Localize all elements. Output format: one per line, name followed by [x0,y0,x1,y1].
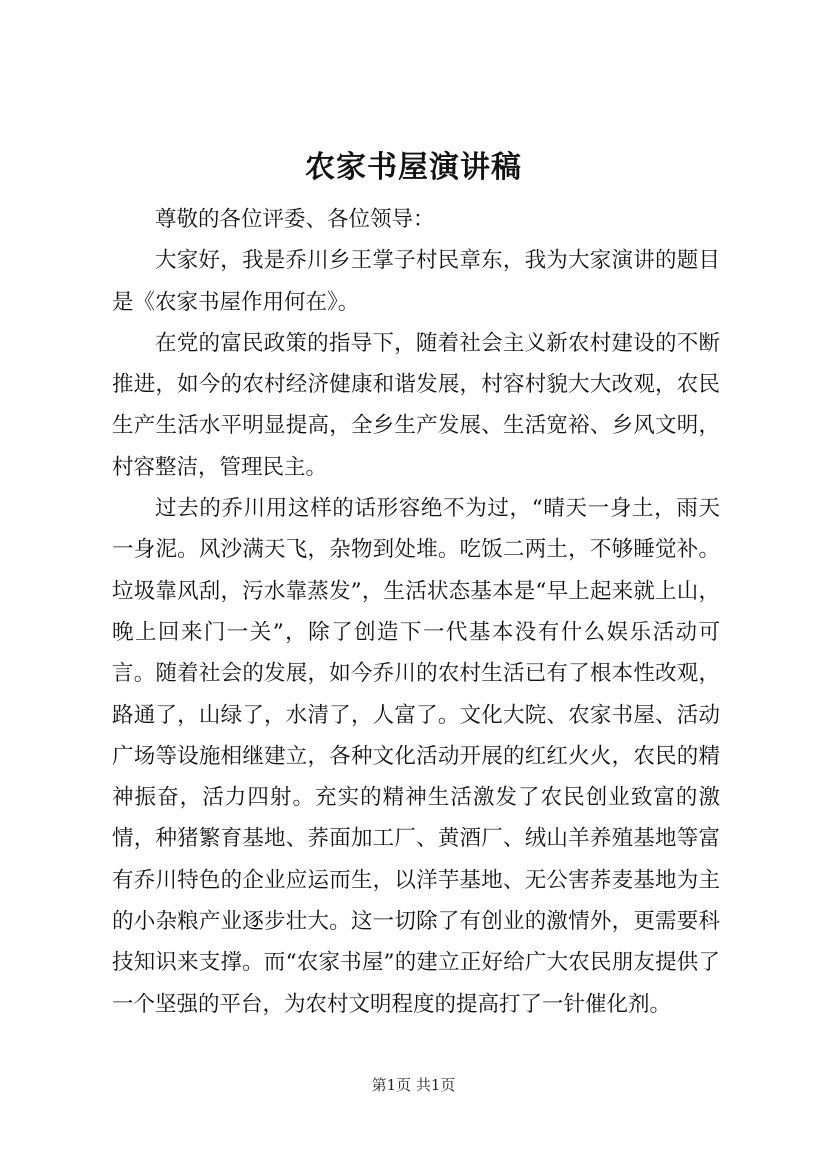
salutation-paragraph: 尊敬的各位评委、各位领导： [155,207,435,232]
policy-paragraph: 在党的富民政策的指导下，随着社会主义新农村建设的不断推进，如今的农村经济健康和谐发展，村容村貌大大改观，农民生产生活水平明显提高，全乡生产发展、生活宽裕、乡风文明，村容整洁，管理民主。 [112,330,720,480]
history-paragraph: 过去的乔川用这样的话形容绝不为过，“晴天一身土，雨天一身泥。风沙满天飞，杂物到处堆。吃饭二两土，不够睡觉补。垃圾靠风刮，污水靠蒸发”，生活状态基本是“早上起来就上山，晚上回来门一关”，除了创造下一代基本没有什么娱乐活动可言。随着社会的发展，如今乔川的农村生活已有了根本性改观，路通了，山绿了，水清了，人富了。文化大院、农家书屋、活动广场等设施相继建立，各种文化活动开展的红红火火，农民的精神振奋，活力四射。充实的精神生活激发了农民创业致富的激情，种猪繁育基地、荞面加工厂、黄酒厂、绒山羊养殖基地等富有乔川特色的企业应运而生，以洋芋基地、无公害荞麦基地为主的小杂粮产业逐步壮大。这一切除了有创业的激情外，更需要科技知识来支撑。而“农家书屋”的建立正好给广大农民朋友提供了一个坚强的平台，为农村文明程度的提高打了一针催化剂。 [112,496,720,1017]
page-footer: 第1页 共1页 [371,1076,456,1094]
document-body [112,199,720,1025]
greeting-paragraph: 大家好，我是乔川乡王掌子村民章东，我为大家演讲的题目是《农家书屋作用何在》。 [112,248,720,315]
document-title: 农家书屋演讲稿 [305,150,522,185]
